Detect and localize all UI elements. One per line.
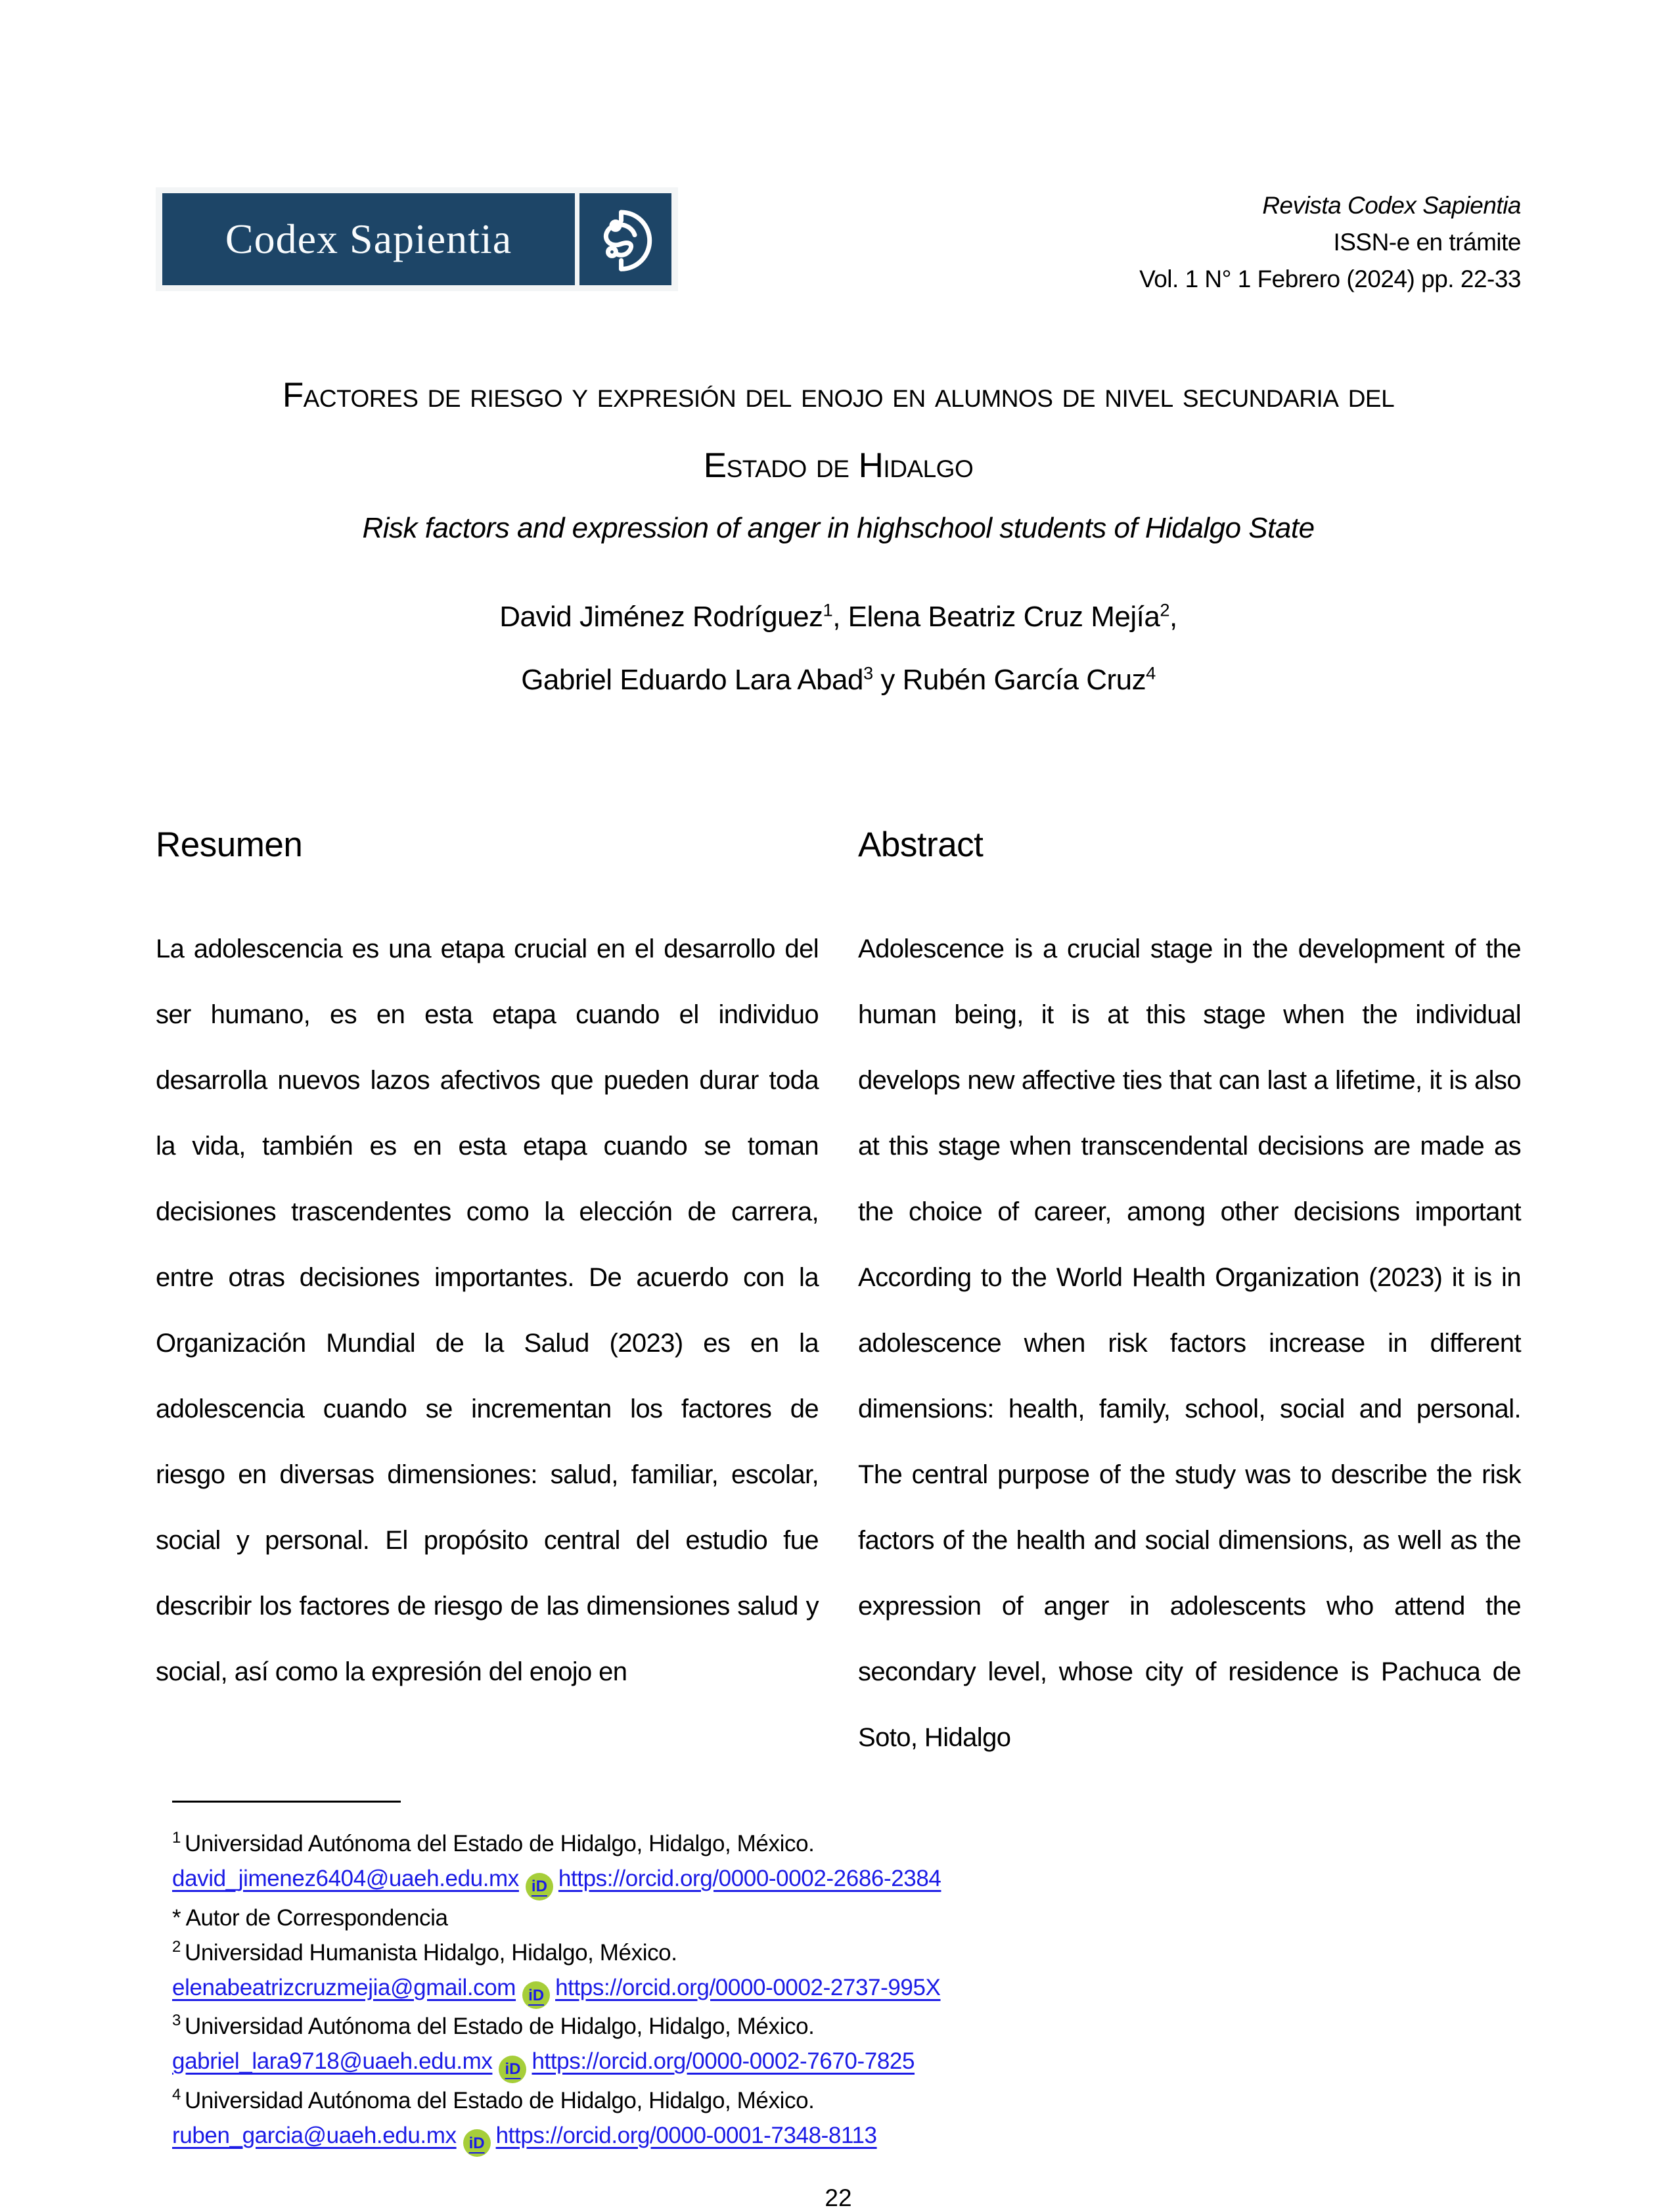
footnote-affiliation-text: Universidad Humanista Hidalgo, Hidalgo, México. <box>184 1939 677 1966</box>
author-name: Gabriel Eduardo Lara Abad <box>521 664 863 696</box>
author-affil-marker: 4 <box>1146 662 1156 683</box>
orcid-link[interactable]: https://orcid.org/0000-0001-7348-8113 <box>495 2122 877 2148</box>
author-affil-marker: 1 <box>823 599 833 620</box>
footnote-links-1 <box>172 1861 1521 1901</box>
orcid-icon[interactable]: iD <box>499 2056 526 2083</box>
journal-logo-text: Codex Sapientia <box>225 216 512 262</box>
footnote-links-2 <box>172 1970 1521 2010</box>
footnote-affiliation-text: Universidad Autónoma del Estado de Hidalgo, Hidalgo, México. <box>184 2087 815 2113</box>
journal-volume: Vol. 1 N° 1 Febrero (2024) pp. 22-33 <box>1139 265 1521 292</box>
codex-sapientia-monogram-icon <box>590 204 661 275</box>
footnote-affiliation-text: Universidad Autónoma del Estado de Hidalgo, Hidalgo, México. <box>184 2014 815 2039</box>
correspondence-note: * Autor de Correspondencia <box>172 1904 448 1931</box>
resumen-heading: Resumen <box>156 825 303 864</box>
journal-logo-textbox <box>162 193 575 285</box>
email-link[interactable]: ruben_garcia@uaeh.edu.mx <box>172 2122 457 2148</box>
orcid-link[interactable]: https://orcid.org/0000-0002-2686-2384 <box>558 1866 941 1891</box>
footnotes-section <box>156 1801 1521 2157</box>
abstract-heading: Abstract <box>858 825 984 864</box>
author-separator: , <box>832 601 848 633</box>
orcid-icon[interactable]: iD <box>526 1873 553 1901</box>
footnote-marker: 3 <box>172 2012 181 2030</box>
email-link[interactable]: david_jimenez6404@uaeh.edu.mx <box>172 1866 519 1891</box>
footnote-marker: 4 <box>172 2085 181 2104</box>
journal-info <box>1139 187 1521 298</box>
orcid-icon[interactable]: iD <box>522 1981 550 2009</box>
author-separator: , <box>1169 601 1177 633</box>
footnote-links-4 <box>172 2118 1521 2157</box>
authors-line2 <box>156 649 1521 712</box>
journal-logo-iconbox <box>579 193 671 285</box>
footnote-marker: 2 <box>172 1937 181 1956</box>
title-block <box>156 375 1521 545</box>
abstract-column <box>858 825 1521 1770</box>
footnote-affiliation-4 <box>172 2083 1521 2118</box>
author-name: Elena Beatriz Cruz Mejía <box>848 601 1160 633</box>
abstract-columns <box>156 825 1521 1770</box>
footnote-marker: 1 <box>172 1829 181 1847</box>
author-name: Rubén García Cruz <box>902 664 1146 696</box>
paper-title-line1: Factores de riesgo y expresión del enojo en alumnos de nivel secundaria del <box>282 376 1395 415</box>
journal-issn: ISSN-e en trámite <box>1333 229 1521 256</box>
orcid-link[interactable]: https://orcid.org/0000-0002-7670-7825 <box>532 2048 915 2074</box>
page-number: 22 <box>825 2184 852 2211</box>
resumen-text: La adolescencia es una etapa crucial en el desarrollo del ser humano, es en esta etapa cuando el individuo desarrolla nuevos lazos afectivos que pueden durar toda la vida, también es en esta etapa cuando se toman decisiones trascendentes como la elección de carrera, entre otras decisiones importantes. De acuerdo con la Organización Mundial de la Salud (2023) es en la adolescencia cuando se incrementan los factores de riesgo en diversas dimensiones: salud, familiar, escolar, social y personal. El propósito central del estudio fue describir los factores de riesgo de las dimensiones salud y social, así como la expresión del enojo en <box>156 934 819 1686</box>
email-link[interactable]: gabriel_lara9718@uaeh.edu.mx <box>172 2048 493 2074</box>
footnote-separator-rule <box>172 1801 401 1803</box>
author-separator: y <box>872 664 903 696</box>
authors-block <box>156 586 1521 712</box>
paper-title-english: Risk factors and expression of anger in highschool students of Hidalgo State <box>362 512 1315 544</box>
footnote-links-3 <box>172 2044 1521 2083</box>
footnote-affiliation-3 <box>172 2009 1521 2044</box>
author-name: David Jiménez Rodríguez <box>499 601 823 633</box>
footnote-affiliation-2 <box>172 1935 1521 1970</box>
footnote-affiliation-1 <box>172 1826 1521 1861</box>
paper-title-line2: Estado de Hidalgo <box>703 446 974 485</box>
orcid-icon[interactable]: iD <box>463 2129 491 2157</box>
page-header <box>156 187 1521 298</box>
abstract-text: Adolescence is a crucial stage in the development of the human being, it is at this stage when the individual develops new affective ties that can last a lifetime, it is also at this stage when transcendental decisions are made as the choice of career, among other decisions important According to the World Health Organization (2023) it is in adolescence when risk factors increase in different dimensions: health, family, school, social and personal. The central purpose of the study was to describe the risk factors of the health and social dimensions, as well as the expression of anger in adolescents who attend the secondary level, whose city of residence is Pachuca de Soto, Hidalgo <box>858 934 1521 1752</box>
orcid-link[interactable]: https://orcid.org/0000-0002-2737-995X <box>555 1974 941 2000</box>
author-affil-marker: 2 <box>1160 599 1169 620</box>
journal-name: Revista Codex Sapientia <box>1262 192 1521 219</box>
journal-logo <box>156 187 678 291</box>
author-affil-marker: 3 <box>863 662 873 683</box>
resumen-column <box>156 825 819 1770</box>
authors-line1 <box>156 586 1521 649</box>
email-link[interactable]: elenabeatrizcruzmejia@gmail.com <box>172 1974 516 2000</box>
footnote-affiliation-text: Universidad Autónoma del Estado de Hidalgo, Hidalgo, México. <box>184 1831 815 1856</box>
